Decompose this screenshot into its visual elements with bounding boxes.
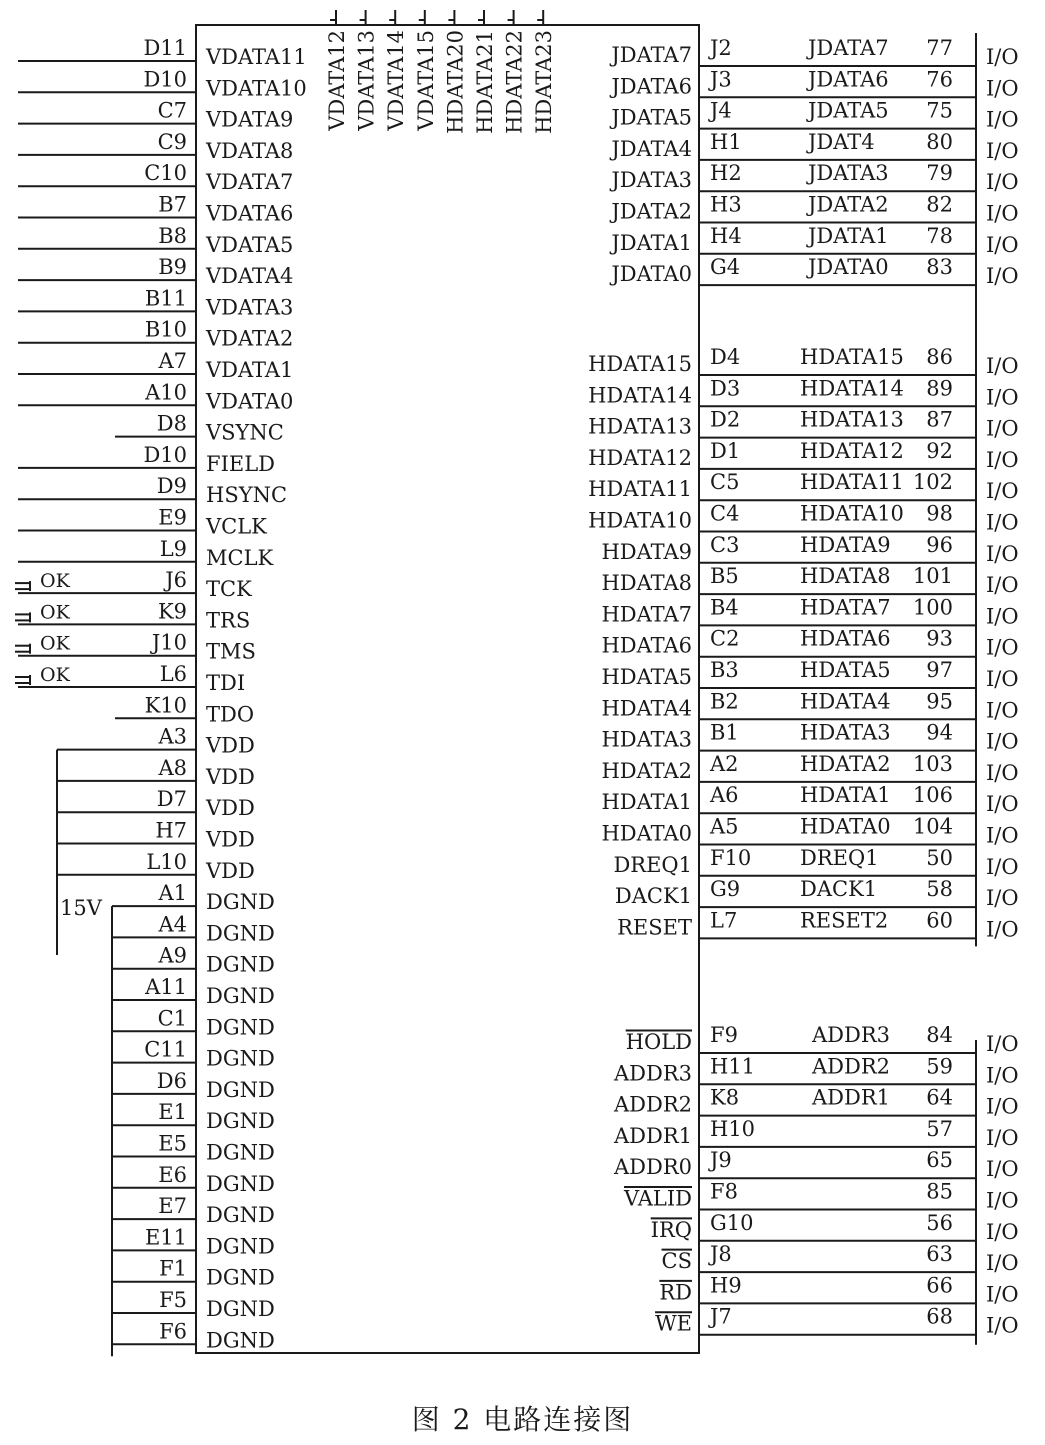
h-pin-number: 97 <box>926 658 953 682</box>
a-pin-name: IRQ <box>650 1217 692 1242</box>
a-pin-number: 68 <box>926 1304 953 1329</box>
left-ball-label: A7 <box>158 349 187 373</box>
left-pin-name: VDATA4 <box>206 264 294 289</box>
a-io-label: I/O <box>986 1125 1019 1150</box>
h-net-label: HDATA15 <box>800 345 904 369</box>
h-io-label: I/O <box>986 792 1019 817</box>
h-pin-number: 92 <box>926 438 953 463</box>
h-pin-number: 93 <box>926 626 953 651</box>
h-io-label: I/O <box>986 635 1019 660</box>
j-net-label: JDATA1 <box>808 223 889 248</box>
j-net-label: JDATA0 <box>808 255 889 280</box>
h-io-label: I/O <box>986 760 1019 785</box>
a-pin-number: 59 <box>926 1054 953 1079</box>
top-pin-label: HDATA22 <box>502 30 527 134</box>
left-pin-name: DGND <box>206 1328 275 1353</box>
left-ball-label: K10 <box>144 693 187 718</box>
a-pin-number: 84 <box>926 1023 953 1047</box>
j-pin-name: JDATA1 <box>611 230 692 255</box>
top-pin-label: HDATA20 <box>443 30 468 134</box>
j-net-label: JDAT4 <box>808 129 875 154</box>
left-ball-label: F1 <box>159 1256 187 1281</box>
h-pin-name: HDATA11 <box>588 477 692 502</box>
h-pin-name: HDATA10 <box>588 508 692 533</box>
h-ball-label: F10 <box>710 845 752 870</box>
left-ball-label: E1 <box>158 1100 187 1125</box>
h-net-label: HDATA8 <box>800 564 891 589</box>
a-pin-name: ADDR3 <box>613 1061 692 1086</box>
left-pin-name: DGND <box>206 921 275 946</box>
a-pin-name: ADDR1 <box>613 1123 692 1148</box>
left-ball-label: B8 <box>158 223 187 248</box>
left-pin-name: VDD <box>206 858 255 883</box>
h-net-label: HDATA1 <box>800 783 891 808</box>
h-pin-number: 102 <box>912 470 953 495</box>
j-io-label: I/O <box>986 107 1019 132</box>
a-ball-label: J9 <box>710 1148 732 1173</box>
h-net-label: DREQ1 <box>800 845 879 870</box>
left-ball-label: D10 <box>143 442 187 467</box>
j-ball-label: J3 <box>710 67 732 92</box>
j-pin-name: JDATA2 <box>611 199 692 224</box>
h-pin-name: HDATA3 <box>601 727 692 752</box>
h-pin-number: 100 <box>912 595 953 620</box>
left-pin-name: VDATA11 <box>206 45 307 69</box>
left-ball-label: A3 <box>158 724 187 749</box>
h-io-label: I/O <box>986 354 1019 378</box>
left-pin-name: DGND <box>206 1297 275 1321</box>
h-io-label: I/O <box>986 479 1019 504</box>
h-io-label: I/O <box>986 385 1019 410</box>
left-pin-name: VSYNC <box>206 420 284 445</box>
j-pin-name: JDATA5 <box>611 105 692 130</box>
left-ball-label: A8 <box>158 755 187 780</box>
top-pin-label: VDATA14 <box>384 30 409 131</box>
j-net-label: JDATA2 <box>808 192 889 217</box>
left-ball-label: D10 <box>143 67 187 92</box>
h-pin-name: RESET <box>617 915 692 940</box>
left-pin-name: VDATA3 <box>206 295 294 320</box>
j-io-label: I/O <box>986 45 1019 69</box>
a-io-label: I/O <box>986 1188 1019 1213</box>
j-net-label: JDATA3 <box>808 161 889 186</box>
h-ball-label: C2 <box>710 626 740 651</box>
j-ball-label: G4 <box>710 255 741 280</box>
h-net-label: HDATA5 <box>800 658 891 682</box>
left-ball-label: B10 <box>144 317 187 342</box>
a-io-label: I/O <box>986 1251 1019 1276</box>
h-io-label: I/O <box>986 917 1019 942</box>
left-ball-label: L6 <box>159 662 187 686</box>
h-net-label: HDATA9 <box>800 532 891 557</box>
h-net-label: HDATA0 <box>800 814 891 839</box>
j-ball-label: H4 <box>710 223 742 248</box>
h-ball-label: C3 <box>710 532 740 557</box>
j-pin-name: JDATA4 <box>611 136 692 161</box>
left-ball-label: B9 <box>158 255 187 280</box>
h-pin-number: 86 <box>926 345 953 369</box>
a-pin-name: CS <box>661 1249 692 1274</box>
left-ball-label: E11 <box>144 1225 187 1250</box>
h-pin-name: HDATA7 <box>601 602 692 627</box>
h-pin-name: HDATA12 <box>588 445 692 470</box>
left-pin-name: DGND <box>206 1109 275 1134</box>
h-pin-number: 98 <box>926 501 953 526</box>
left-pin-name: DGND <box>206 1077 275 1102</box>
h-ball-label: D2 <box>710 407 741 432</box>
j-ball-label: J4 <box>710 98 732 123</box>
h-pin-number: 58 <box>926 877 953 902</box>
h-io-label: I/O <box>986 886 1019 911</box>
h-pin-number: 87 <box>926 407 953 432</box>
h-io-label: I/O <box>986 573 1019 598</box>
a-pin-number: 64 <box>926 1085 953 1110</box>
j-net-label: JDATA7 <box>808 36 889 60</box>
h-pin-name: HDATA14 <box>588 383 692 408</box>
h-pin-name: DREQ1 <box>613 852 692 877</box>
h-pin-name: HDATA15 <box>588 352 692 376</box>
h-pin-name: HDATA4 <box>601 696 692 721</box>
h-ball-label: D3 <box>710 376 741 401</box>
left-ball-label: A10 <box>145 380 187 405</box>
left-pin-name: HSYNC <box>206 483 288 508</box>
left-pin-name: DGND <box>206 1234 275 1259</box>
left-pin-name: TCK <box>206 577 252 602</box>
j-io-label: I/O <box>986 170 1019 195</box>
j-io-label: I/O <box>986 138 1019 163</box>
h-pin-number: 96 <box>926 532 953 557</box>
left-pin-name: VCLK <box>206 514 267 539</box>
left-pin-name: TDI <box>206 671 246 695</box>
h-ball-label: C4 <box>710 501 740 526</box>
left-pin-name: DGND <box>206 952 275 977</box>
a-pin-name: VALID <box>624 1186 692 1211</box>
left-pin-name: TMS <box>206 639 256 664</box>
top-pin-label: HDATA21 <box>473 30 497 134</box>
left-pin-name: DGND <box>206 1265 275 1290</box>
a-net-label: ADDR1 <box>812 1085 891 1110</box>
h-pin-name: HDATA5 <box>601 665 692 689</box>
a-io-label: I/O <box>986 1157 1019 1182</box>
left-pin-name: DGND <box>206 1171 275 1196</box>
left-pin-name: VDD <box>206 827 255 852</box>
h-net-label: HDATA12 <box>800 438 904 463</box>
h-pin-name: HDATA2 <box>601 758 692 783</box>
j-io-label: I/O <box>986 264 1019 289</box>
left-ball-label: C11 <box>144 1037 187 1062</box>
left-pin-name: DGND <box>206 1046 275 1071</box>
h-pin-number: 106 <box>912 783 953 808</box>
h-io-label: I/O <box>986 698 1019 723</box>
h-pin-name: HDATA6 <box>601 633 692 658</box>
h-ball-label: A5 <box>710 814 739 839</box>
top-pin-label: VDATA13 <box>354 30 379 131</box>
a-ball-label: J8 <box>710 1242 732 1267</box>
a-ball-label: F9 <box>710 1023 738 1047</box>
j-pin-name: JDATA6 <box>611 74 692 99</box>
a-ball-label: J7 <box>710 1304 732 1329</box>
left-ball-label: F5 <box>159 1288 187 1312</box>
a-pin-number: 85 <box>926 1179 953 1204</box>
j-pin-number: 77 <box>926 36 953 60</box>
h-io-label: I/O <box>986 541 1019 566</box>
j-pin-number: 75 <box>926 98 953 123</box>
left-ball-label: C10 <box>144 161 187 186</box>
a-ball-label: G10 <box>710 1210 754 1235</box>
a-pin-number: 66 <box>926 1273 953 1298</box>
h-ball-label: B5 <box>710 564 739 589</box>
h-net-label: HDATA11 <box>800 470 904 495</box>
left-ball-label: C9 <box>157 129 187 154</box>
h-io-label: I/O <box>986 604 1019 629</box>
left-ball-label: A11 <box>145 975 187 999</box>
left-ball-label: H7 <box>155 818 187 843</box>
h-net-label: HDATA14 <box>800 376 904 401</box>
left-pin-name: VDATA5 <box>206 232 294 257</box>
left-ball-label: C1 <box>157 1006 187 1031</box>
resistor-label: OK <box>40 601 70 624</box>
h-net-label: HDATA6 <box>800 626 891 651</box>
a-pin-number: 65 <box>926 1148 953 1173</box>
h-io-label: I/O <box>986 854 1019 879</box>
a-pin-name: ADDR2 <box>613 1092 692 1117</box>
left-ball-label: E9 <box>158 505 187 530</box>
a-net-label: ADDR3 <box>812 1023 891 1047</box>
h-net-label: RESET2 <box>800 908 889 933</box>
left-ball-label: D7 <box>156 787 187 812</box>
h-net-label: HDATA2 <box>800 751 891 776</box>
j-io-label: I/O <box>986 201 1019 226</box>
resistor-label: OK <box>40 664 70 686</box>
left-pin-name: DGND <box>206 890 275 915</box>
left-ball-label: L9 <box>159 536 187 561</box>
j-ball-label: H2 <box>710 161 742 186</box>
left-pin-name: DGND <box>206 984 275 1008</box>
h-io-label: I/O <box>986 510 1019 535</box>
left-pin-name: VDD <box>206 764 255 789</box>
left-ball-label: D9 <box>156 474 187 499</box>
left-pin-name: TDO <box>206 702 255 727</box>
j-ball-label: H3 <box>710 192 742 217</box>
left-ball-label: F6 <box>159 1319 187 1344</box>
a-ball-label: H10 <box>710 1116 756 1141</box>
h-net-label: HDATA3 <box>800 720 891 745</box>
left-pin-name: VDATA7 <box>206 170 294 195</box>
left-pin-name: VDATA9 <box>206 107 294 132</box>
j-ball-label: J2 <box>710 36 732 60</box>
h-ball-label: C5 <box>710 470 740 495</box>
left-ball-label: J10 <box>151 630 187 655</box>
h-ball-label: L7 <box>710 908 738 933</box>
resistor-label: OK <box>40 570 70 593</box>
h-pin-number: 89 <box>926 376 953 401</box>
a-pin-number: 56 <box>926 1210 953 1235</box>
h-pin-number: 94 <box>926 720 953 745</box>
left-ball-label: B7 <box>158 192 187 217</box>
h-net-label: HDATA7 <box>800 595 891 620</box>
h-pin-name: HDATA9 <box>601 539 692 564</box>
a-io-label: I/O <box>986 1094 1019 1119</box>
a-net-label: ADDR2 <box>812 1054 891 1079</box>
left-pin-name: DGND <box>206 1203 275 1228</box>
a-io-label: I/O <box>986 1032 1019 1056</box>
h-io-label: I/O <box>986 416 1019 441</box>
h-ball-label: D4 <box>710 345 741 369</box>
j-io-label: I/O <box>986 232 1019 257</box>
left-ball-label: K9 <box>157 599 187 624</box>
resistor-label: OK <box>40 632 70 655</box>
left-pin-name: VDATA0 <box>206 389 294 414</box>
j-net-label: JDATA5 <box>808 98 889 123</box>
a-pin-name: ADDR0 <box>613 1155 692 1180</box>
left-pin-name: TRS <box>206 608 251 633</box>
h-ball-label: B3 <box>710 658 739 682</box>
left-pin-name: VDATA8 <box>206 138 294 163</box>
left-ball-label: E7 <box>158 1194 187 1219</box>
supply-label: 15V <box>60 896 102 920</box>
j-pin-number: 76 <box>926 67 953 92</box>
a-pin-number: 63 <box>926 1242 953 1267</box>
left-pin-name: VDD <box>206 796 255 821</box>
h-pin-name: DACK1 <box>614 884 692 909</box>
a-pin-name: HOLD <box>625 1030 692 1054</box>
j-pin-number: 82 <box>926 192 953 217</box>
h-net-label: HDATA4 <box>800 689 891 714</box>
left-ball-label: D8 <box>156 411 187 436</box>
h-ball-label: A2 <box>710 751 739 776</box>
h-ball-label: B4 <box>710 595 739 620</box>
left-pin-name: VDATA2 <box>206 326 294 351</box>
h-pin-number: 50 <box>926 845 953 870</box>
a-pin-name: RD <box>659 1280 692 1305</box>
a-ball-label: H9 <box>710 1273 742 1298</box>
left-pin-name: VDATA10 <box>206 76 307 101</box>
left-pin-name: VDATA1 <box>206 358 294 382</box>
a-ball-label: K8 <box>710 1085 740 1110</box>
h-io-label: I/O <box>986 823 1019 848</box>
left-ball-label: J6 <box>165 568 187 593</box>
h-pin-number: 101 <box>912 564 953 589</box>
h-pin-name: HDATA8 <box>601 571 692 596</box>
a-io-label: I/O <box>986 1282 1019 1307</box>
j-pin-number: 78 <box>926 223 953 248</box>
left-pin-name: FIELD <box>206 451 275 476</box>
top-pin-label: VDATA15 <box>413 30 438 131</box>
h-ball-label: G9 <box>710 877 741 902</box>
h-pin-number: 60 <box>926 908 953 933</box>
left-ball-label: A4 <box>158 912 187 937</box>
left-ball-label: D6 <box>156 1068 187 1093</box>
top-pin-label: HDATA23 <box>532 30 557 134</box>
a-ball-label: F8 <box>710 1179 738 1204</box>
h-pin-name: HDATA0 <box>601 821 692 846</box>
left-ball-label: L10 <box>146 849 187 874</box>
a-pin-number: 57 <box>926 1116 953 1141</box>
h-ball-label: B1 <box>710 720 739 745</box>
h-pin-name: HDATA13 <box>588 414 692 439</box>
top-pin-label: VDATA12 <box>325 30 349 131</box>
left-pin-name: DGND <box>206 1140 275 1165</box>
j-pin-number: 83 <box>926 255 953 280</box>
h-net-label: HDATA10 <box>800 501 904 526</box>
left-pin-name: MCLK <box>206 545 274 570</box>
left-pin-name: VDATA6 <box>206 201 294 226</box>
j-pin-number: 79 <box>926 161 953 186</box>
a-io-label: I/O <box>986 1063 1019 1088</box>
j-pin-name: JDATA0 <box>611 262 692 287</box>
left-ball-label: E6 <box>158 1162 187 1187</box>
a-ball-label: H11 <box>710 1054 756 1079</box>
h-ball-label: B2 <box>710 689 739 714</box>
left-ball-label: A1 <box>158 881 187 906</box>
left-pin-name: VDD <box>206 733 255 758</box>
figure-caption: 图 2 电路连接图 <box>411 1403 634 1436</box>
j-pin-name: JDATA7 <box>611 43 692 67</box>
h-net-label: HDATA13 <box>800 407 904 432</box>
left-ball-label: B11 <box>144 286 187 311</box>
left-ball-label: E5 <box>158 1131 187 1156</box>
j-net-label: JDATA6 <box>808 67 889 92</box>
j-pin-name: JDATA3 <box>611 168 692 193</box>
j-ball-label: H1 <box>710 129 742 154</box>
h-pin-number: 95 <box>926 689 953 714</box>
a-io-label: I/O <box>986 1313 1019 1338</box>
j-io-label: I/O <box>986 76 1019 101</box>
h-ball-label: A6 <box>710 783 739 808</box>
h-io-label: I/O <box>986 667 1019 691</box>
h-io-label: I/O <box>986 447 1019 472</box>
left-ball-label: A9 <box>158 943 187 968</box>
h-pin-number: 104 <box>912 814 953 839</box>
j-pin-number: 80 <box>926 129 953 154</box>
h-pin-number: 103 <box>912 751 953 776</box>
left-ball-label: D11 <box>143 36 187 60</box>
a-io-label: I/O <box>986 1219 1019 1244</box>
h-ball-label: D1 <box>710 438 741 463</box>
a-pin-name: WE <box>655 1311 692 1336</box>
h-pin-name: HDATA1 <box>601 790 692 815</box>
left-pin-name: DGND <box>206 1015 275 1040</box>
h-io-label: I/O <box>986 729 1019 754</box>
h-net-label: DACK1 <box>800 877 878 902</box>
left-ball-label: C7 <box>157 98 187 123</box>
